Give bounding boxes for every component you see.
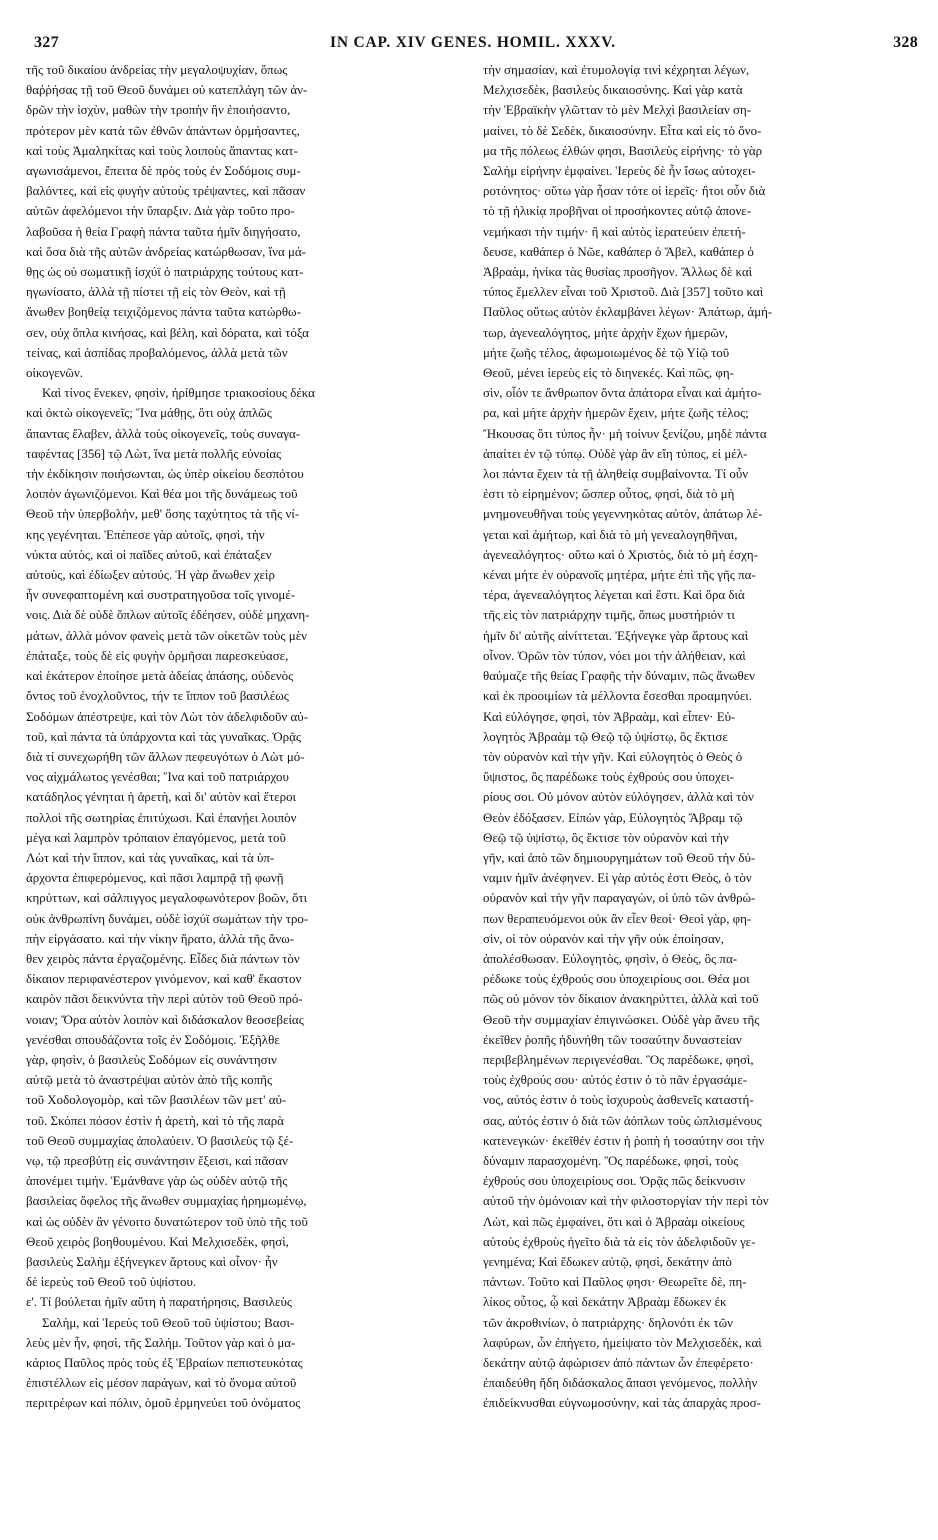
text-line: ρίους σοι. Οὐ μόνον αὐτὸν εὐλόγησεν, ἀλλὰ καὶ τὸν xyxy=(483,789,754,805)
text-line: αὐτοὺς ἐχθροὺς ἡγεῖτο διὰ τὰ εἰς τὸν ἀδελφιδοῦν γε- xyxy=(483,1233,756,1249)
text-line: ἡμῖν δι' αὐτῆς αἰνίττεται. Ἐξήνεγκε γὰρ ἄρτους καὶ xyxy=(483,627,749,643)
text-line: γῆν, καὶ ἀπὸ τῶν δημιουργημάτων τοῦ Θεοῦ τὴν δύ- xyxy=(483,849,756,865)
text-line: τοὺς ἐχθρούς σου· αὐτός ἐστιν ὁ τὸ πᾶν ἐργασάμε- xyxy=(483,1072,748,1088)
text-line: ἀπονέμει τιμήν. Ἐμάνθανε γὰρ ὡς οὐδὲν αὐτῷ τῆς xyxy=(26,1173,288,1189)
text-line: ἐπιστέλλων εἰς μέσον παράγων, καὶ τὸ ὄνομα αὐτοῦ xyxy=(26,1375,297,1391)
text-line: δύναμιν παρασχομένη. Ὃς παρέδωκε, φησὶ, τοὺς xyxy=(483,1152,739,1168)
text-line: νοις. Διὰ δὲ οὐδὲ ὅπλων αὐτοῖς ἐδέησεν, οὐδὲ μηχανη- xyxy=(26,607,310,623)
text-line: τωρ, ἀγενεαλόγητος, μήτε ἀρχὴν ἔχων ἡμερῶν, xyxy=(483,324,728,340)
text-line: πὴν εἰργάσατο. καὶ τὴν νίκην ἤρατο, ἀλλὰ τῆς ἄνω- xyxy=(26,930,295,946)
text-line: τὴν σημασίαν, καὶ ἐτυμολογίᾳ τινὶ κέχρηται λέγων, xyxy=(483,62,750,77)
text-line: τείνας, καὶ ἀσπίδας προβαλόμενος, ἀλλὰ μετὰ τῶν xyxy=(26,344,288,360)
text-line: τοῦ. Σκόπει πόσον ἐστὶν ἡ ἀρετὴ, καὶ τὸ τῆς παρὰ xyxy=(26,1112,284,1128)
text-line: δὲ ἱερεὺς τοῦ Θεοῦ τοῦ ὑψίστου. xyxy=(26,1274,197,1290)
text-line: βασιλείας ὄφελος τῆς ἄνωθεν συμμαχίας ἠρημωμένῳ, xyxy=(26,1193,307,1209)
text-line: σὶν, οἱ τὸν οὐρανὸν καὶ τὴν γῆν οὐκ ἐποίησαν, xyxy=(483,930,724,946)
text-line: ρα, καὶ μήτε ἀρχὴν ἡμερῶν ἔχειν, μήτε ζωῆς τέλος; xyxy=(483,405,749,421)
text-line: μέγα καὶ λαμπρὸν τρόπαιον ἐπαγόμενος, μετὰ τοῦ xyxy=(26,829,286,845)
text-line: οἶνον. Ὁρῶν τὸν τύπον, νόει μοι τὴν ἀλήθειαν, καὶ xyxy=(483,647,746,663)
text-line: μάτων, ἀλλὰ μόνον φανεὶς μετὰ τῶν οἰκετῶν τοὺς μὲν xyxy=(26,627,307,643)
text-line: Θεῷ τῷ ὑψίστῳ, ὃς ἔκτισε τὸν οὐρανὸν καὶ τὴν xyxy=(483,829,729,845)
text-line: τοῦ, καὶ πάντα τὰ ὑπάρχοντα καὶ τὰς γυναῖκας. Ὁρᾷς xyxy=(26,728,302,744)
text-line: τύπος ἔμελλεν εἶναι τοῦ Χριστοῦ. Διὰ [357] τοῦτο καὶ xyxy=(483,284,764,300)
text-line: νύκτα αὐτὸς, καὶ οἱ παῖδες αὐτοῦ, καὶ ἐπάταξεν xyxy=(26,546,272,562)
text-line: οἰκογενῶν. xyxy=(26,365,84,381)
text-line: τὸ τῇ ἡλικίᾳ προβῆναι οἱ προσήκοντες αὐτῷ ἀπονε- xyxy=(483,203,752,219)
text-line: ἀπολέσθωσαν. Εὐλογητὸς, φησὶν, ὁ Θεὸς, ὃς πα- xyxy=(483,950,738,966)
text-line: ἀγενεαλόγητος· οὕτω καὶ ὁ Χριστὸς, διὰ τὸ μὴ ἐσχη- xyxy=(483,546,758,562)
page-number-left: 327 xyxy=(34,34,59,51)
text-line: καὶ ἑκάτερον ἐποίησε μετὰ ἀδείας ἁπάσης, οὐδενὸς xyxy=(26,668,294,684)
text-line: ἅπαντας ἔλαβεν, ἀλλὰ τοὺς οἰκογενεῖς, τοὺς συναγα- xyxy=(26,425,301,441)
text-line: περιτρέφων καὶ πόλιν, ὁμοῦ ἑρμηνεύει τοῦ ὀνόματος xyxy=(26,1395,301,1411)
text-line: τὸν οὐρανὸν καὶ τὴν γῆν. Καὶ εὐλογητὸς ὁ Θεὸς ὁ xyxy=(483,748,743,764)
text-line: Ἀβραὰμ, ἡνίκα τὰς θυσίας προσῆγον. Ἄλλως δὲ καὶ xyxy=(483,264,753,280)
text-line: καὶ ὅσα διὰ τῆς αὐτῶν ἀνδρείας κατώρθωσαν, ἵνα μά- xyxy=(26,243,306,259)
text-line: σας, αὐτός ἐστιν ὁ διὰ τῶν ἀόπλων τοὺς ὡπλισμένους xyxy=(483,1112,762,1128)
text-line: ὄντος τοῦ ἐνοχλοῦντος, τήν τε ἵππον τοῦ βασιλέως xyxy=(26,688,289,704)
text-line: λαφύρων, ὧν ἐπήγετο, ἠμείψατο τὸν Μελχισεδὲκ, καὶ xyxy=(483,1334,762,1350)
text-line: νοιαν; Ὅρα αὐτὸν λοιπὸν καὶ διδάσκαλον θεοσεβείας xyxy=(26,1011,304,1027)
text-line: γενέσθαι σπουδάζοντα τοῖς ἐν Σοδόμοις. Ἐξῆλθε xyxy=(26,1031,280,1047)
text-line: βασιλεὺς Σαλὴμ ἐξήνεγκεν ἄρτους καὶ οἶνον· ἦν xyxy=(26,1253,278,1269)
text-line: νῳ, τῷ πρεσβύτῃ εἰς συνάντησιν ἔξεισι, καὶ πᾶσαν xyxy=(26,1152,288,1168)
text-line: καὶ ὡς οὐδὲν ἂν γένοιτο δυνατώτερον τοῦ ὑπὸ τῆς τοῦ xyxy=(26,1213,308,1229)
text-line: λίκος οὗτος, ᾧ καὶ δεκάτην Ἀβραὰμ ἔδωκεν ἐκ xyxy=(483,1294,727,1310)
text-line: ροτόνητος· οὕτω γὰρ ἦσαν τότε οἱ ἱερεῖς· ἤτοι οὖν διὰ xyxy=(483,183,766,199)
text-line: κέναι μήτε ἐν οὐρανοῖς μητέρα, μήτε ἐπὶ τῆς γῆς πα- xyxy=(483,567,756,583)
text-line: ε'. Τί βούλεται ἡμῖν αὕτη ἡ παρατήρησις, Βασιλεὺς xyxy=(26,1294,292,1310)
text-line: Λὼτ, καὶ πῶς ἐμφαίνει, ὅτι καὶ ὁ Ἀβραὰμ οἰκείους xyxy=(483,1213,745,1229)
text-line: Παῦλος οὕτως αὐτὸν ἐκλαμβάνει λέγων· Ἀπάτωρ, ἀμή- xyxy=(483,304,773,320)
text-line: αὐτῶν ἀφελόμενοι τὴν ὕπαρξιν. Διὰ γὰρ τοῦτο προ- xyxy=(26,203,295,219)
text-line: περιβεβλημένων περιγενέσθαι. Ὃς παρέδωκε, φησὶ, xyxy=(483,1051,754,1067)
text-line: πρότερον μὲν κατὰ τῶν ἐθνῶν ἁπάντων ὁρμήσαντες, xyxy=(26,122,300,138)
text-line: ηγωνίσατο, ἀλλὰ τῇ πίστει τῇ εἰς τὸν Θεὸν, καὶ τῇ xyxy=(26,284,286,300)
text-line: ἐχθρούς σου ὑποχειρίους σοι. Ὁρᾷς πῶς δείκνυσιν xyxy=(483,1173,746,1189)
text-line: σεν, οὐχ ὅπλα κινήσας, καὶ βέλη, καὶ δόρατα, καὶ τόξα xyxy=(26,324,309,340)
text-line: γὰρ, φησὶν, ὁ βασιλεὺς Σοδόμων εἰς συνάντησιν xyxy=(26,1051,277,1067)
page-number-right: 328 xyxy=(893,34,918,51)
text-line: τὴν Ἑβραϊκὴν γλῶτταν τὸ μὲν Μελχὶ βασιλείαν ση- xyxy=(483,102,752,118)
text-line: οὐρανὸν καὶ τὴν γῆν παραγαγὼν, οἱ ὑπὸ τῶν ἀνθρώ- xyxy=(483,890,756,906)
text-line: Σοδόμων ἀπέστρεψε, καὶ τὸν Λὼτ τὸν ἀδελφιδοῦν αὐ- xyxy=(26,708,308,724)
text-line: άρχοντα ἐπιφερόμενος, καὶ πᾶσι λαμπρᾷ τῇ φωνῇ xyxy=(26,870,284,886)
text-line: ὕψιστος, ὃς παρέδωκε τοὺς ἐχθρούς σου ὑποχει- xyxy=(483,769,734,785)
text-line: αὐτοὺς, καὶ ἐδίωξεν αὐτούς. Ἡ γὰρ ἄνωθεν χεὶρ xyxy=(26,567,275,583)
text-line: κάριος Παῦλος πρὸς τοὺς ἐξ Ἑβραίων πεπιστευκότας xyxy=(26,1355,303,1370)
text-line: αὐτῷ μετὰ τὸ ἀναστρέψαι αὐτὸν ἀπὸ τῆς κοπῆς xyxy=(26,1072,273,1088)
text-line: Θεοῦ, μένει ἱερεὺς εἰς τὸ διηνεκές. Καὶ πῶς, φη- xyxy=(483,365,734,381)
text-line: λογητὸς Ἀβραὰμ τῷ Θεῷ τῷ ὑψίστῳ, ὃς ἔκτισε xyxy=(483,728,728,744)
text-line: τῶν ἀκροθινίων, ὁ πατριάρχης· δηλονότι ἐκ τῶν xyxy=(483,1314,734,1330)
text-line: ρέδωκε τοὺς ἐχθρούς σου ὑποχειρίους σοι. Θέα μοι xyxy=(483,971,750,987)
text-line: ἐπαιδεύθη ἤδη διδάσκαλος ἅπασι γενόμενος, πολλὴν xyxy=(483,1375,758,1391)
left-column xyxy=(26,60,463,1414)
text-line: κηρύττων, καὶ σάλπιγγος μεγαλοφωνότερον βοῶν, ὅτι xyxy=(26,890,308,906)
text-line: δίκαιον περιφανέστερον γινόμενον, καὶ καθ' ἕκαστον xyxy=(26,971,302,987)
text-line: γεται καὶ ἀμήτωρ, καὶ διὰ τὸ μὴ γενεαλογηθῆναι, xyxy=(483,526,738,542)
text-line: πῶς οὐ μόνον τὸν δίκαιον ἀνακηρύττει, ἀλλὰ καὶ τοῦ xyxy=(483,991,759,1007)
text-line: καὶ ἐκ προοιμίων τὰ μέλλοντα ἔσεσθαι προαμηνύει. xyxy=(483,688,753,704)
text-line: κατενεγκών· ἐκεῖθέν ἐστιν ἡ ῥοπὴ ἡ τοσαύτην σοι τὴν xyxy=(483,1132,765,1148)
text-line: μα τῆς πόλεως ἐλθών φησι, Βασιλεὺς εἰρήνης· τὸ γὰρ xyxy=(483,142,763,158)
running-header xyxy=(26,30,920,60)
text-line: τῆς εἰς τὸν πατριάρχην τιμῆς, ὅπως μυστήριόν τι xyxy=(483,607,735,623)
text-line: δευσε, καθάπερ ὁ Νῶε, καθάπερ ὁ Ἄβελ, καθάπερ ὁ xyxy=(483,243,754,259)
text-line: καὶ τοὺς Ἀμαληκίτας καὶ τοὺς λοιποὺς ἅπαντας κατ- xyxy=(26,142,298,158)
text-line: Θεοῦ τὴν συμμαχίαν ἐπιγινώσκει. Οὐδὲ γὰρ ἄνευ τῆς xyxy=(483,1011,760,1027)
text-line: λοι πάντα ἔχειν τὰ τῇ ἀληθείᾳ συμβαίνοντα. Τί οὖν xyxy=(483,466,749,482)
text-line: τέρα, ἀγενεαλόγητος λέγεται καὶ ἔστι. Καὶ ὅρα διὰ xyxy=(483,587,745,603)
text-line: ἐστι τὸ εἰρημένον; ὥσπερ οὗτος, φησὶ, διὰ τὸ μὴ xyxy=(483,486,735,502)
text-line: σὶν, οἷόν τε ἄνθρωπον ὄντα ἀπάτορα εἶναι καὶ ἀμήτο- xyxy=(483,385,762,401)
text-line: Λὼτ καὶ τὴν ἵππον, καὶ τὰς γυναῖκας, καὶ τὰ ὑπ- xyxy=(26,849,275,865)
text-line: Σαλὴμ εἰρήνην ἐμφαίνει. Ἱερεὺς δὲ ἦν ἴσως αὐτοχει- xyxy=(483,163,756,179)
text-line: νεμήκασι τὴν τιμήν· ἢ καὶ αὐτὸς ἱερατεύειν ἐπετή- xyxy=(483,223,746,239)
text-line: διὰ τί συνεχωρήθη τῶν ἄλλων πεφευγότων ὁ Λὼτ μό- xyxy=(26,748,305,764)
text-line: καὶ ὀκτὼ οἰκογενεῖς; Ἵνα μάθῃς, ὅτι οὐχ ἁπλῶς xyxy=(26,405,272,421)
text-line: ἐκεῖθεν ῥοπῆς ἠδυνήθη τῶν τοσαύτην δυναστείαν xyxy=(483,1031,742,1047)
text-line: Θεοῦ τὴν ὑπερβολὴν, μεθ' ὅσης ταχύτητος τὰ τῆς νί- xyxy=(26,506,300,522)
text-line: λεὺς μὲν ἦν, φησὶ, τῆς Σαλήμ. Τοῦτον γὰρ καὶ ὁ μα- xyxy=(26,1334,296,1350)
text-line: ναμιν ἡμῖν ἀνέφηνεν. Εἰ γὰρ αὐτὸς ἐστι Θεὸς, ὁ τὸν xyxy=(483,870,752,886)
text-line: λοιπὸν ἀγωνιζόμενοι. Καὶ θέα μοι τῆς δυνάμεως τοῦ xyxy=(26,486,298,502)
text-line: μνημονευθῆναι τοὺς γεγεννηκότας αὐτὸν, ἀπάτωρ λέ- xyxy=(483,506,763,522)
text-line: ἀπαίτει ἐν τῷ τύπῳ. Οὐδὲ γὰρ ἂν εἴη τύπος, εἰ μέλ- xyxy=(483,445,748,461)
text-line: γενημένα; Καὶ ἔδωκεν αὐτῷ, φησὶ, δεκάτην ἀπὸ xyxy=(483,1253,732,1269)
text-line: Θεὸν ἐδόξασεν. Εἰπὼν γὰρ, Εὐλογητὸς Ἄβραμ τῷ xyxy=(483,809,743,825)
text-line: τοῦ Θεοῦ συμμαχίας ἀπολαύειν. Ὁ βασιλεὺς τῷ ξέ- xyxy=(26,1132,294,1148)
text-line: τὴν ἐκδίκησιν ποιήσωνται, ὡς ὑπὲρ οἰκείου δεσπότου xyxy=(26,466,304,482)
text-line: θαύμαζε τῆς θείας Γραφῆς τὴν δύναμιν, πῶς ἄνωθεν xyxy=(483,668,755,684)
text-line: κατάδηλος γένηται ἡ ἀρετὴ, καὶ δι' αὐτὸν καὶ ἕτεροι xyxy=(26,789,297,805)
text-line: βαλόντες, καὶ εἰς φυγὴν αὐτοὺς τρέψαντες, καὶ πᾶσαν xyxy=(26,183,306,199)
text-line: αὐτοῦ τὴν ὁμόνοιαν καὶ τὴν φιλοστοργίαν τὴν περὶ τὸν xyxy=(483,1193,769,1209)
right-column xyxy=(483,60,920,1414)
text-line: πάντων. Τοῦτο καὶ Παῦλος φησι· Θεωρεῖτε δὲ, πη- xyxy=(483,1274,747,1290)
text-line: ἄνωθεν βοηθείᾳ τειχιζόμενος πάντα ταῦτα κατώρθω- xyxy=(26,304,301,320)
text-line: θαῤῥήσας τῇ τοῦ Θεοῦ δυνάμει οὐ κατεπλάγη τῶν ἀν- xyxy=(26,82,308,98)
text-line: Ἤκουσας ὅτι τύπος ἦν· μὴ τοίνυν ξενίζου, μηδὲ πάντα xyxy=(483,425,767,441)
text-line: πων θεραπευόμενοι οὐκ ἂν εἶεν θεοί· Θεοὶ γὰρ, φη- xyxy=(483,910,752,926)
text-line: ἐπάταξε, τοὺς δὲ εἰς φυγὴν ὁρμῆσαι παρεσκεύασε, xyxy=(26,647,289,663)
text-line: Θεοῦ χειρὸς βοηθουμένου. Καὶ Μελχισεδὲκ, φησὶ, xyxy=(26,1233,289,1249)
text-line: θῃς ὡς οὐ σωματικῇ ἰσχύϊ ὁ πατριάρχης τούτους κατ- xyxy=(26,264,304,280)
text-line: Καὶ τίνος ἕνεκεν, φησὶν, ἠρίθμησε τριακοσίους δέκα xyxy=(42,385,315,401)
text-line: ἐπιδείκνυσθαι εὐγνωμοσύνην, καὶ τὰς ἀπαρχὰς προσ- xyxy=(483,1395,761,1411)
running-title: IN CAP. XIV GENES. HOMIL. XXXV. xyxy=(330,34,616,51)
text-line: θεν χειρὸς πάντα ἐργαζομένης. Εἶδες διὰ πάντων τὸν xyxy=(26,950,300,966)
text-line: Μελχισεδὲκ, βασιλεὺς δικαιοσύνης. Καὶ γὰρ κατὰ xyxy=(483,82,743,98)
text-line: ἦν συνεφαπτομένη καὶ συστρατηγοῦσα τοῖς γινομέ- xyxy=(26,587,296,603)
text-line: αγωνισάμενοι, ἔπειτα δὲ πρὸς τοὺς ἐν Σοδόμοις συμ- xyxy=(26,163,301,179)
text-line: νος, αὐτός ἐστιν ὁ τοὺς ἰσχυροὺς ἀσθενεῖς καταστή- xyxy=(483,1092,754,1108)
text-line: μαίνει, τὸ δὲ Σεδὲκ, δικαιοσύνην. Εἶτα καὶ εἰς τὸ ὄνο- xyxy=(483,122,762,138)
text-line: τῆς τοῦ δικαίου ἀνδρείας τὴν μεγαλοψυχίαν, ὅπως xyxy=(26,62,288,77)
text-line: νος αἰχμάλωτος γενέσθαι; Ἵνα καὶ τοῦ πατριάρχου xyxy=(26,769,289,785)
text-line: τοῦ Χοδολογομὸρ, καὶ τῶν βασιλέων τῶν μετ' αὐ- xyxy=(26,1092,287,1108)
text-line: μήτε ζωῆς τέλος, ἀφωμοιωμένος δὲ τῷ Υἱῷ τοῦ xyxy=(483,344,730,360)
text-columns xyxy=(26,60,920,1414)
text-line: οὐκ ἀνθρωπίνη δυνάμει, οὐδὲ ἰσχύϊ σωμάτων τὴν τρο- xyxy=(26,910,309,926)
text-line: λαβοῦσα ἡ θεία Γραφὴ πάντα ταῦτα ἡμῖν διηγήσατο, xyxy=(26,223,301,239)
text-line: Σαλὴμ, καὶ Ἱερεὺς τοῦ Θεοῦ τοῦ ὑψίστου; Βασι- xyxy=(42,1314,295,1330)
text-line: πολλοὶ τῆς σωτηρίας ἐπιτύχωσι. Καὶ ἐπανῄει λοιπὸν xyxy=(26,809,297,825)
text-line: δρῶν τὴν ἰσχὺν, μαθὼν τὴν τροπὴν ἣν ἐποιήσαντο, xyxy=(26,102,291,118)
text-line: κης γεγένηται. Ἐπέπεσε γὰρ αὐτοῖς, φησὶ, τὴν xyxy=(26,526,265,542)
text-line: δεκάτην αὐτῷ ἀφώρισεν ἀπὸ πάντων ὧν ἐπεφέρετο· xyxy=(483,1355,754,1370)
text-line: καιρὸν πᾶσι δεικνύντα τὴν περὶ αὐτὸν τοῦ Θεοῦ πρό- xyxy=(26,991,303,1007)
text-line: ταφέντας [356] τῷ Λὼτ, ἵνα μετὰ πολλῆς εὐνοίας xyxy=(26,445,282,461)
text-line: Καὶ εὐλόγησε, φησὶ, τὸν Ἀβραὰμ, καὶ εἶπεν· Εὐ- xyxy=(483,708,736,724)
